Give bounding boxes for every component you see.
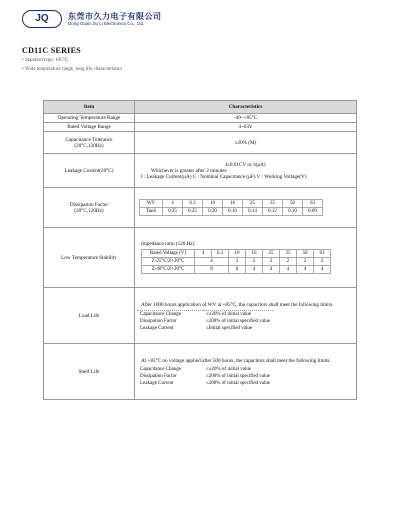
row-item: Shelf Life bbox=[44, 344, 135, 400]
spec-table bbox=[43, 100, 357, 400]
table-row bbox=[44, 114, 357, 123]
row-item: Leakage Current(20°C) bbox=[44, 154, 135, 188]
limit-value: ≤±20% of initial value bbox=[206, 367, 252, 372]
df-cell: 10 bbox=[203, 200, 223, 208]
limit-key: Leakage Current bbox=[140, 381, 174, 386]
lts-voltage-row bbox=[142, 250, 331, 258]
lts-cell: 4 bbox=[263, 266, 280, 274]
limit-row bbox=[137, 325, 273, 332]
table-row bbox=[44, 344, 357, 400]
df-cell: 0.10 bbox=[283, 208, 303, 216]
limit-key: Dissipation Factor bbox=[140, 374, 177, 379]
lts-cell: 4 bbox=[195, 250, 212, 258]
load-life-table bbox=[137, 310, 273, 332]
df-cell: 0.09 bbox=[303, 208, 323, 216]
lts-cell: 25 bbox=[263, 250, 280, 258]
lts-cell: 4 bbox=[314, 266, 331, 274]
df-cell: 0.16 bbox=[223, 208, 243, 216]
row-item: Load Life bbox=[44, 288, 135, 344]
row-value bbox=[135, 228, 357, 288]
limit-row bbox=[137, 380, 273, 387]
lts-cell: 2 bbox=[246, 258, 263, 266]
table-row bbox=[44, 288, 357, 344]
lts-cell: 6 bbox=[229, 266, 246, 274]
limit-key: Capacitance Change bbox=[140, 367, 181, 372]
row-item bbox=[44, 188, 135, 228]
row-value bbox=[135, 288, 357, 344]
lts-cell: 4 bbox=[246, 266, 263, 274]
df-cell: 50 bbox=[283, 200, 303, 208]
lts-cell: 6.3 bbox=[212, 250, 229, 258]
lts-cell: 35 bbox=[280, 250, 297, 258]
lts-cell: 4 bbox=[280, 266, 297, 274]
row-value: -40~+85°C bbox=[135, 114, 357, 123]
leakage-condition: Whichever is greater after 2 minutes bbox=[151, 167, 227, 174]
df-cell: 6.3 bbox=[183, 200, 203, 208]
row-value bbox=[135, 188, 357, 228]
table-row bbox=[44, 132, 357, 154]
item-line: Capacitance Tolerance bbox=[65, 136, 113, 143]
lts-cell: 50 bbox=[297, 250, 314, 258]
limit-row bbox=[137, 318, 273, 325]
lts-cell: 10 bbox=[229, 250, 246, 258]
lts-cell: 63 bbox=[314, 250, 331, 258]
item-condition: (20°C,120Hz) bbox=[74, 142, 104, 149]
series-title: CD11C SERIES bbox=[22, 46, 81, 55]
table-row bbox=[44, 154, 357, 188]
leakage-legend: I : Leakage Current(μA) C : Nominal Capacitance (μF) V : Working Voltage(V) bbox=[141, 173, 307, 180]
limit-value: ≤±20% of initial value bbox=[206, 311, 252, 317]
col-item-header: Item bbox=[44, 101, 135, 114]
limit-row bbox=[137, 366, 273, 373]
df-cell: 16 bbox=[223, 200, 243, 208]
row-value: ±20% (M) bbox=[135, 132, 357, 154]
df-cell: 63 bbox=[303, 200, 323, 208]
row-value: 4~63V bbox=[135, 123, 357, 132]
limit-value: ≤Initial specified value bbox=[206, 325, 253, 331]
lts-cell: 4 bbox=[195, 258, 229, 266]
limit-row bbox=[137, 373, 273, 380]
lts-row-label: Rated Voltage (V) bbox=[142, 250, 195, 258]
item-line: Dissipation Factor bbox=[69, 201, 109, 208]
limit-value: ≤200% of initial specified value bbox=[206, 381, 271, 386]
company-logo: JQ bbox=[22, 10, 62, 28]
lts-row-label: Z-40°C/Z+20°C bbox=[142, 266, 195, 274]
header bbox=[22, 10, 382, 32]
table-row bbox=[44, 123, 357, 132]
df-cell: 4 bbox=[163, 200, 183, 208]
row-item: Low Temperature Stability bbox=[44, 228, 135, 288]
lts-cell: 4 bbox=[297, 266, 314, 274]
limit-value: ≤200% of initial specified value bbox=[206, 318, 271, 324]
company-name-cn: 东莞市久力电子有限公司 bbox=[68, 12, 162, 21]
df-cell: 25 bbox=[243, 200, 263, 208]
lts-z25-row bbox=[142, 258, 331, 266]
feature-line-2: • Wide temperature range, long life characteristics bbox=[22, 67, 123, 72]
limit-row bbox=[137, 310, 273, 318]
shelf-life-intro: At +85°C no voltage applied after 500 hours, the capacitors shall meet the following limits. bbox=[141, 358, 331, 364]
limit-key: Capacitance Change bbox=[140, 311, 181, 317]
lts-cell: 3 bbox=[229, 258, 246, 266]
lts-heading: Impedance ratio (120 Hz) bbox=[141, 241, 195, 247]
feature-line-1: • Standard type, 105°C bbox=[22, 58, 68, 63]
limit-key: Dissipation Factor bbox=[140, 318, 177, 324]
shelf-life-table bbox=[137, 366, 273, 387]
df-table bbox=[139, 199, 323, 216]
row-value bbox=[135, 154, 357, 188]
row-value bbox=[135, 344, 357, 400]
table-row bbox=[44, 228, 357, 288]
row-item: Operating Temperature Range bbox=[44, 114, 135, 123]
item-condition: (20°C,120Hz) bbox=[74, 207, 104, 214]
df-tan-row bbox=[140, 208, 323, 216]
df-cell: 0.12 bbox=[263, 208, 283, 216]
df-cell: 0.20 bbox=[203, 208, 223, 216]
lts-cell: 2 bbox=[297, 258, 314, 266]
lts-row-label: Z-25°C/Z+20°C bbox=[142, 258, 195, 266]
load-life-intro: After 1000 hours application of WV at +85°C, the capacitors shall meet the following limits. bbox=[141, 301, 334, 308]
row-item bbox=[44, 132, 135, 154]
df-cell: 0.14 bbox=[243, 208, 263, 216]
company-name-en: Dong Guan Jiu Li Electronics Co., Ltd. bbox=[68, 21, 145, 26]
col-characteristics-header: Characteristics bbox=[135, 101, 357, 114]
lts-cell: 8 bbox=[195, 266, 229, 274]
leakage-formula: I≤0.01CV or 3(μA) bbox=[225, 161, 266, 168]
limit-key: Leakage Current bbox=[140, 325, 174, 331]
df-row-label: Tanδ bbox=[140, 208, 163, 216]
df-row-label: WV bbox=[140, 200, 163, 208]
table-row bbox=[44, 188, 357, 228]
lts-table bbox=[141, 249, 331, 274]
df-cell: 0.25 bbox=[183, 208, 203, 216]
row-item: Rated Voltage Range bbox=[44, 123, 135, 132]
lts-cell: 16 bbox=[246, 250, 263, 258]
limit-value: ≤200% of initial specified value bbox=[206, 374, 271, 379]
df-voltage-row bbox=[140, 200, 323, 208]
df-cell: 0.35 bbox=[163, 208, 183, 216]
lts-cell: 2 bbox=[314, 258, 331, 266]
lts-z40-row bbox=[142, 266, 331, 274]
lts-cell: 2 bbox=[263, 258, 280, 266]
lts-cell: 2 bbox=[280, 258, 297, 266]
df-cell: 35 bbox=[263, 200, 283, 208]
